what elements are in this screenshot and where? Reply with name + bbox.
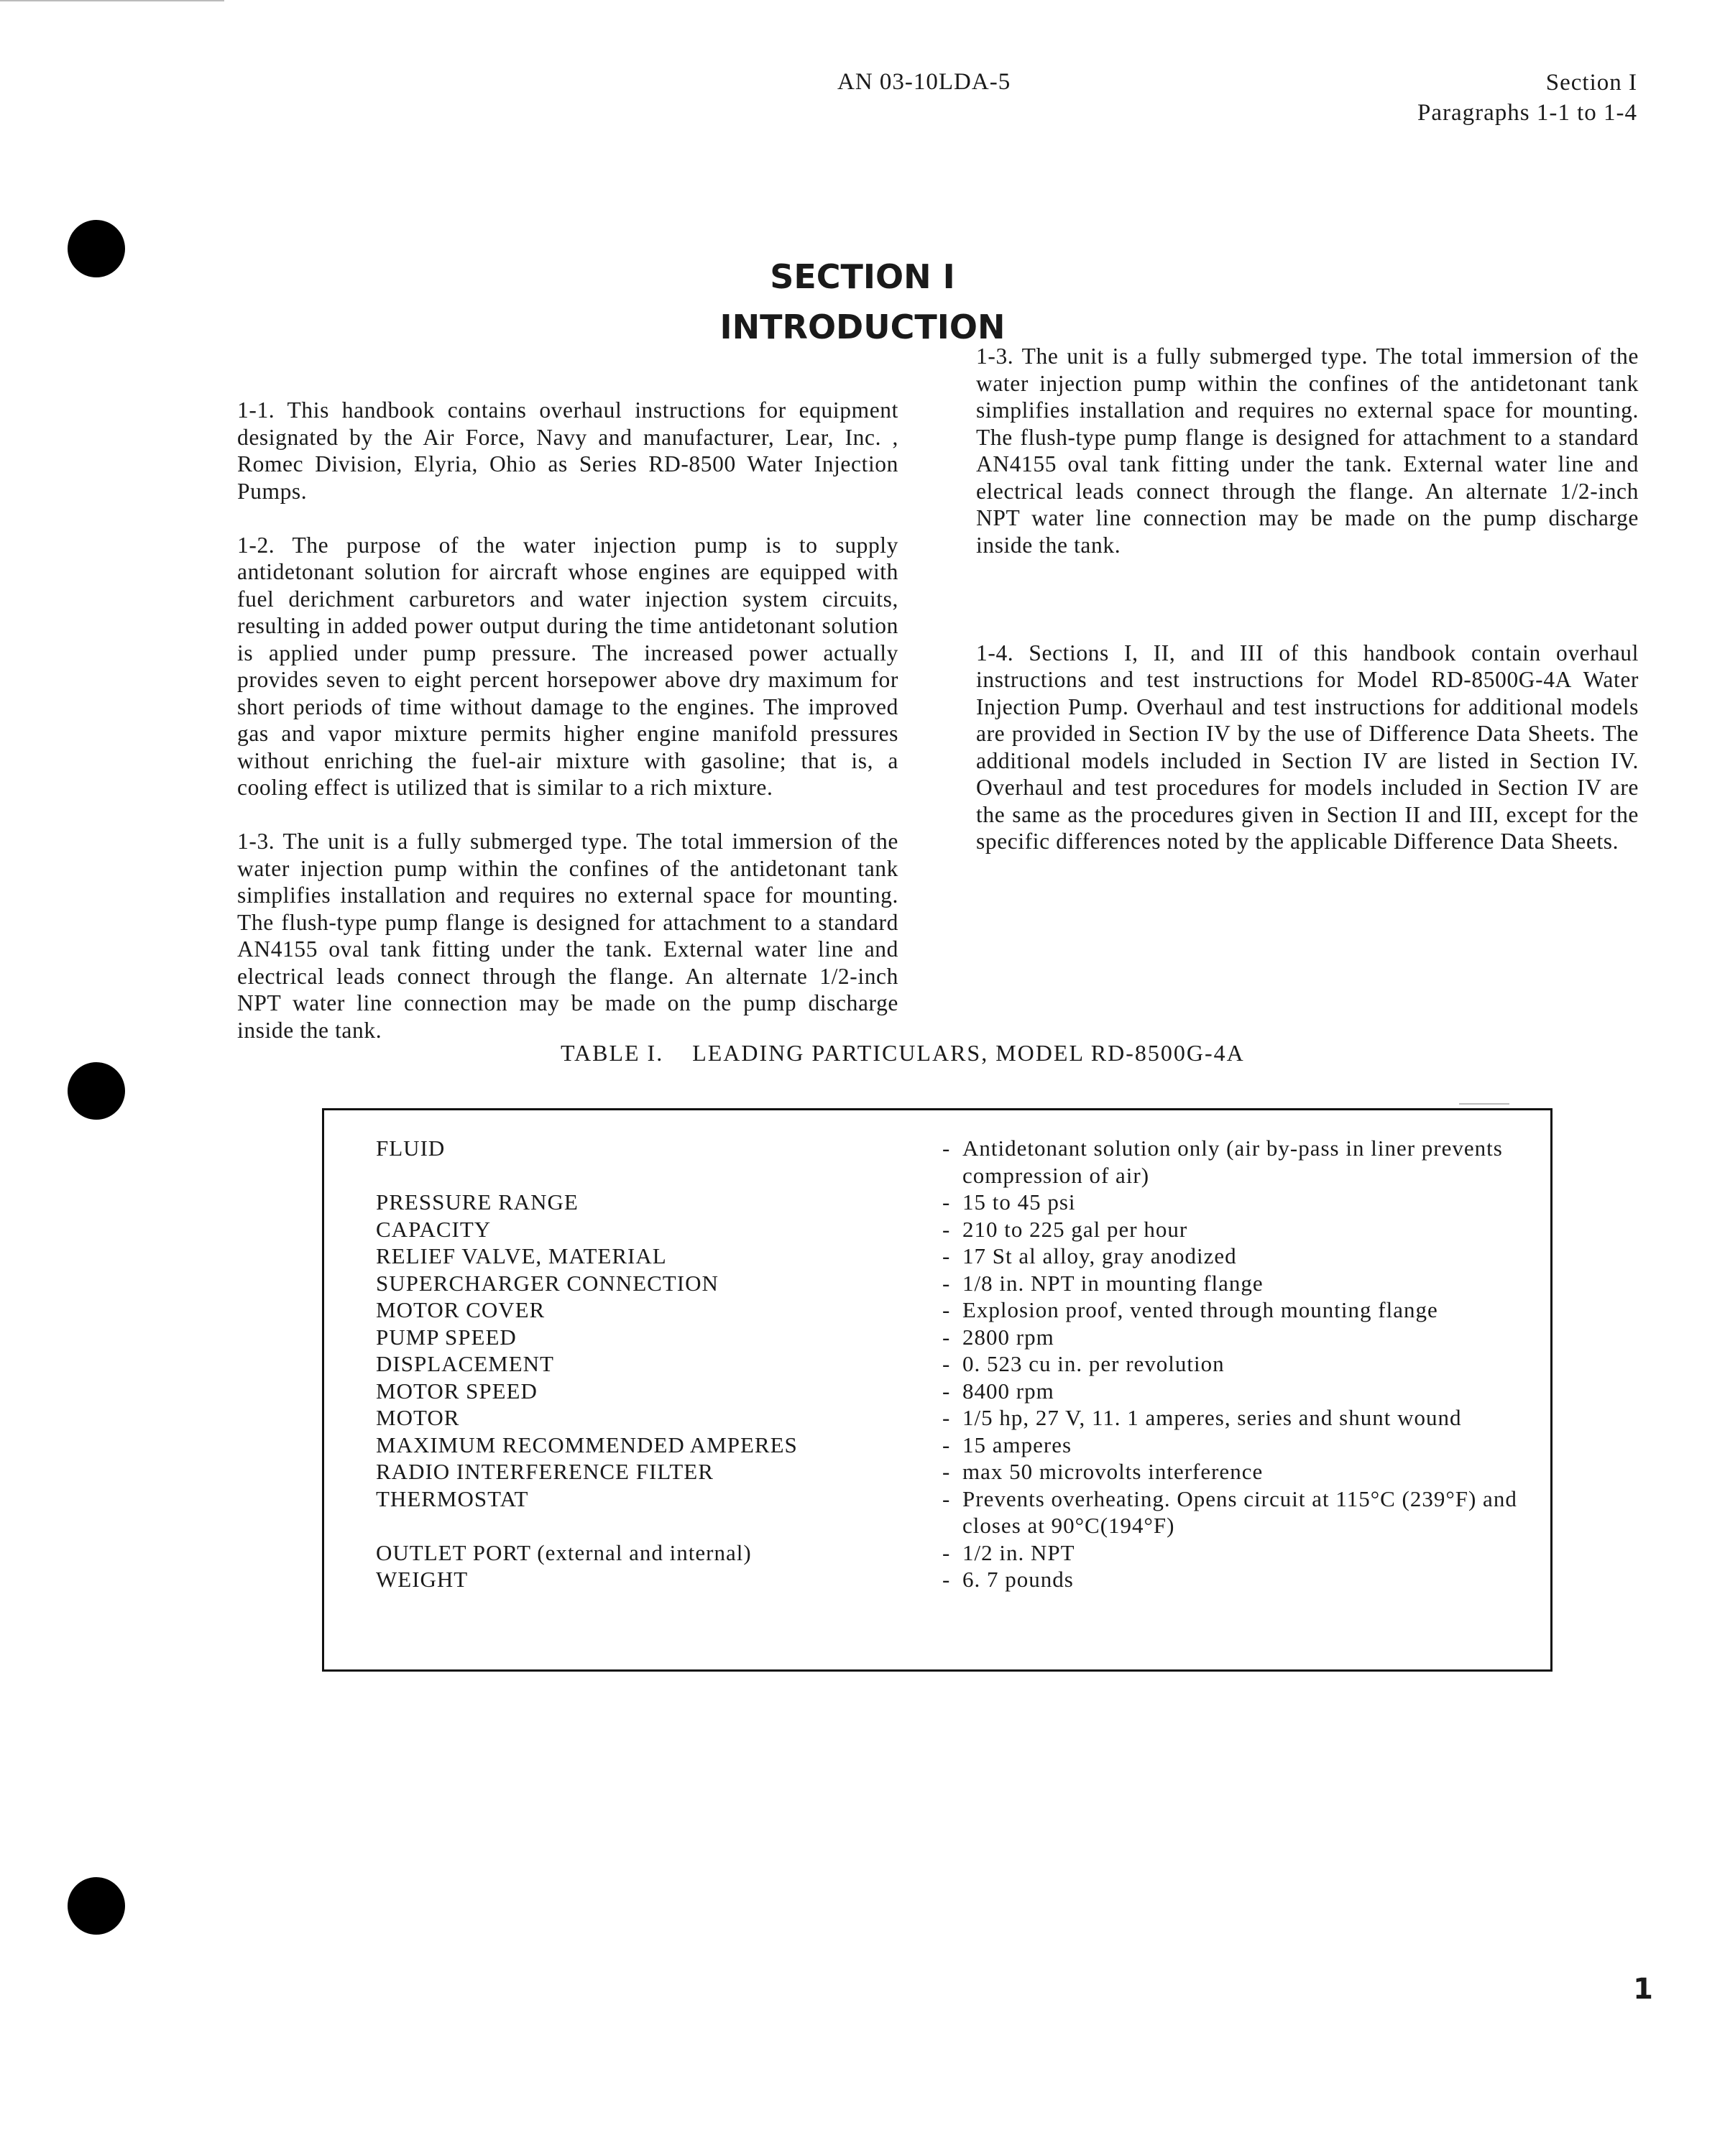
row-label: MAXIMUM RECOMMENDED AMPERES — [376, 1432, 798, 1457]
punch-hole — [68, 1877, 125, 1935]
row-label: PUMP SPEED — [376, 1324, 517, 1350]
right-column — [976, 344, 1639, 855]
row-dash: - — [942, 1459, 951, 1484]
table-caption — [561, 1040, 1245, 1067]
row-label: CAPACITY — [376, 1216, 492, 1242]
row-value: 0. 523 cu in. per revolution — [962, 1351, 1225, 1376]
table-number: TABLE I. — [561, 1040, 664, 1066]
row-value: 15 to 45 psi — [962, 1189, 1076, 1215]
table-row — [376, 1270, 1540, 1297]
row-label: MOTOR — [376, 1405, 460, 1430]
section-title: INTRODUCTION — [719, 308, 1006, 346]
table-row — [376, 1216, 1540, 1243]
row-value: 6. 7 pounds — [962, 1567, 1074, 1592]
row-label: DISPLACEMENT — [376, 1351, 554, 1376]
row-dash: - — [942, 1432, 951, 1457]
row-dash: - — [942, 1216, 951, 1242]
scan-line — [1459, 1103, 1509, 1105]
row-label: MOTOR SPEED — [376, 1378, 538, 1404]
row-label: RELIEF VALVE, MATERIAL — [376, 1243, 667, 1268]
row-label: PRESSURE RANGE — [376, 1189, 579, 1215]
row-value: Explosion proof, vented through mounting flange — [962, 1297, 1438, 1322]
paragraph-1-4: 1-4. Sections I, II, and III of this handbook contain overhaul instructions and test instructions for Model RD-8500G-4A Water Injection Pump. Overhaul and test instructions for additional models are provided in Section IV by the use of Difference Data Sheets. The additional models included in Section IV are listed in Section IV. Overhaul and test procedures for models included in Section IV are the same as the procedures given in Section II and III, except for the specific differences noted by the applicable Difference Data Sheets. — [976, 640, 1639, 854]
table-row — [376, 1378, 1540, 1405]
table-row — [376, 1539, 1540, 1567]
table-body — [376, 1135, 1540, 1593]
paragraph-reference: Paragraphs 1-1 to 1-4 — [1417, 100, 1637, 126]
running-header — [1417, 68, 1637, 128]
table-row — [376, 1189, 1540, 1216]
row-dash: - — [942, 1243, 951, 1268]
document-number: AN 03-10LDA-5 — [837, 69, 1011, 95]
row-dash: - — [942, 1135, 951, 1161]
row-dash: - — [942, 1539, 951, 1565]
scan-line — [0, 0, 224, 1]
table-row — [376, 1296, 1540, 1324]
left-column — [237, 397, 898, 1043]
row-label: MOTOR COVER — [376, 1297, 546, 1322]
table-row — [376, 1243, 1540, 1270]
row-value: max 50 microvolts interference — [962, 1459, 1264, 1484]
table-row — [376, 1135, 1540, 1189]
row-value: 1/5 hp, 27 V, 11. 1 amperes, series and shunt wound — [962, 1405, 1462, 1430]
table-row — [376, 1485, 1540, 1539]
table-row — [376, 1350, 1540, 1378]
row-dash: - — [942, 1297, 951, 1322]
row-label: OUTLET PORT (external and internal) — [376, 1539, 752, 1565]
row-value: 15 amperes — [962, 1432, 1072, 1457]
table-row — [376, 1566, 1540, 1593]
punch-hole — [68, 1062, 125, 1120]
row-dash: - — [942, 1485, 951, 1511]
row-value: 210 to 225 gal per hour — [962, 1216, 1188, 1242]
table-title: LEADING PARTICULARS, MODEL RD-8500G-4A — [692, 1040, 1245, 1066]
table-row — [376, 1324, 1540, 1351]
section-heading: SECTION I — [770, 257, 955, 296]
row-dash: - — [942, 1189, 951, 1215]
row-label: RADIO INTERFERENCE FILTER — [376, 1459, 714, 1484]
page-number: 1 — [1633, 1973, 1653, 2006]
row-label: FLUID — [376, 1135, 446, 1161]
table-row — [376, 1432, 1540, 1459]
row-value: 1/8 in. NPT in mounting flange — [962, 1270, 1264, 1296]
row-dash: - — [942, 1378, 951, 1404]
paragraph-1-2: 1-2. The purpose of the water injection pump is to supply antidetonant solution for aircraft whose engines are equipped with fuel derichment carburetors and water injection system circuits, resulting in added power output during the time antidetonant solution is applied under pump pressure. The increased power actually provides seven to eight percent horsepower above dry maximum for short periods of time without damage to the engines. The improved gas and vapor mixture permits higher engine manifold pressures without enriching the fuel-air mixture with gasoline; that is, a cooling effect is utilized that is similar to a rich mixture. — [237, 532, 898, 800]
row-value: 2800 rpm — [962, 1324, 1054, 1350]
row-dash: - — [942, 1324, 951, 1350]
row-dash: - — [942, 1351, 951, 1376]
paragraph-1-1: 1-1. This handbook contains overhaul instructions for equipment designated by the Air Force, Navy and manufacturer, Lear, Inc. , Romec Division, Elyria, Ohio as Series RD-8500 Water Injection Pumps. — [237, 397, 898, 504]
paragraph-1-3: 1-3. The unit is a fully submerged type. The total immersion of the water injection pump within the confines of the antidetonant tank simplifies installation and requires no external space for mounting. The flush-type pump flange is designed for attachment to a standard AN4155 oval tank fitting under the tank. External water line and electrical leads connect through the flange. An alternate 1/2-inch NPT water line connection may be made on the pump discharge inside the tank. — [237, 829, 898, 1043]
row-label: WEIGHT — [376, 1567, 469, 1592]
table-row — [376, 1458, 1540, 1485]
row-value: Prevents overheating. Opens circuit at 115°C (239°F) and closes at 90°C(194°F) — [962, 1485, 1517, 1538]
table-row — [376, 1404, 1540, 1432]
section-reference: Section I — [1545, 70, 1637, 96]
row-value: 8400 rpm — [962, 1378, 1054, 1404]
paragraph-1-3-continued — [976, 344, 1639, 612]
row-dash: - — [942, 1270, 951, 1296]
row-dash: - — [942, 1405, 951, 1430]
leading-particulars-table — [322, 1108, 1552, 1672]
row-value: Antidetonant solution only (air by-pass in liner prevents compression of air) — [962, 1135, 1503, 1188]
row-value: 17 St al alloy, gray anodized — [962, 1243, 1237, 1268]
row-dash: - — [942, 1567, 951, 1592]
paragraph-1-3-continuation: 1-3. The unit is a fully submerged type. The total immersion of the water injection pump within the confines of the antidetonant tank simplifies installation and requires no external space for mounting. The flush-type pump flange is designed for attachment to a standard AN4155 oval tank fitting under the tank. External water line and electrical leads connect through the flange. An alternate 1/2-inch NPT water line connection may be made on the pump discharge inside the tank. — [976, 344, 1639, 558]
row-label: SUPERCHARGER CONNECTION — [376, 1270, 719, 1296]
row-label: THERMOSTAT — [376, 1485, 529, 1511]
row-value: 1/2 in. NPT — [962, 1539, 1075, 1565]
